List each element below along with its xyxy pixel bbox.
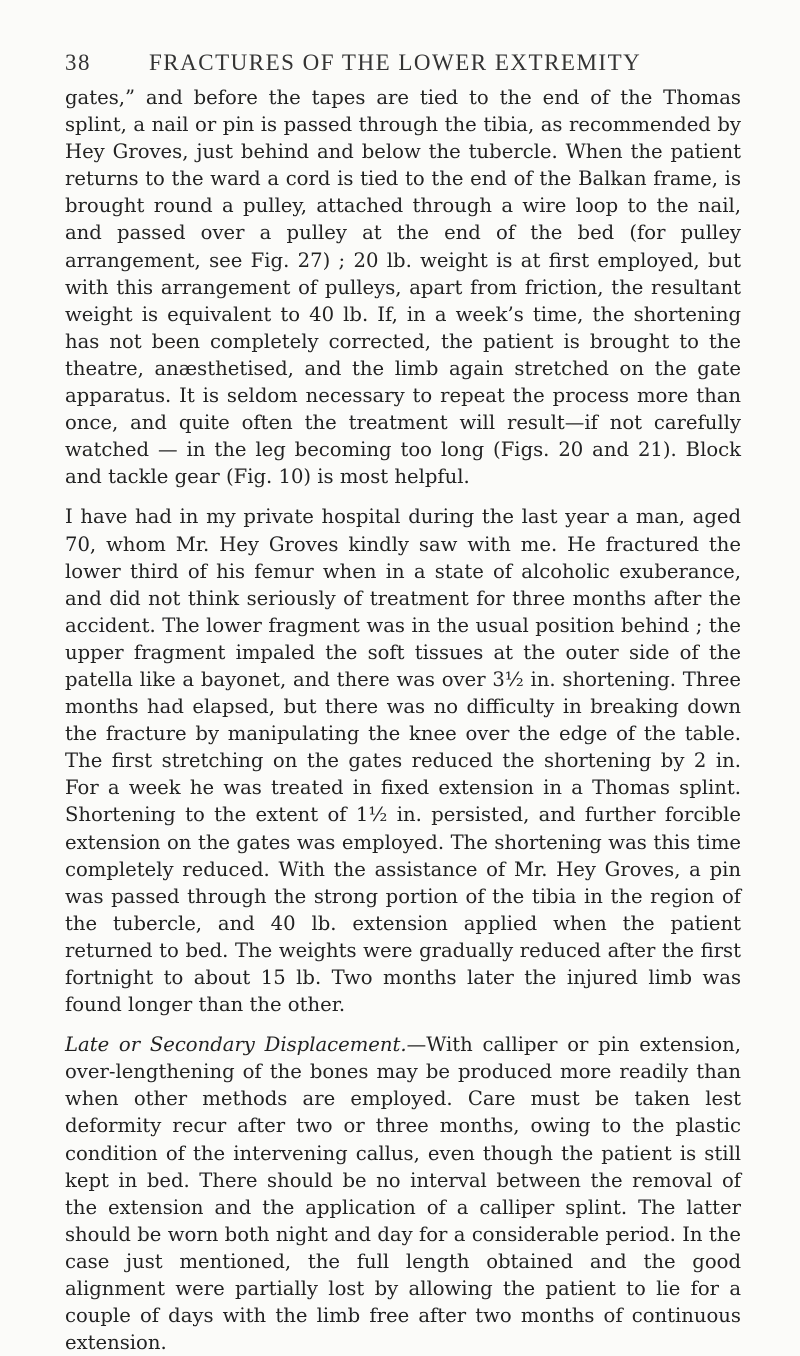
running-title: FRACTURES OF THE LOWER EXTREMITY bbox=[149, 50, 642, 75]
paragraph-late-displacement-text: —With calliper or pin extension, over-lengthening of the bones may be produced more readily than when other methods are employed. Care must be taken lest deformity recur after two or three months, owing to the plastic condition of the intervening callus, even though the patient is still kept in bed. There should be no interval between the removal of the extension and the application of a calliper splint. The latter should be worn both night and day for a considerable period. In the case just mentioned, the full length obtained and the good alignment were partially lost by allowing the patient to lie for a couple of days with the limb free after two months of continuous extension. bbox=[65, 1033, 741, 1355]
paragraph-late-displacement bbox=[65, 1031, 741, 1356]
paragraph-case-report-text: I have had in my private hospital during the last year a man, aged 70, whom Mr. Hey Groves kindly saw with me. He fractured the lower third of his femur when in a state of alcoholic exuberance, and did not think seriously of treatment for three months after the accident. The lower fragment was in the usual position behind ; the upper fragment impaled the soft tissues at the outer side of the patella like a bayonet, and there was over 3½ in. shortening. Three months had elapsed, but there was no difficulty in breaking down the fracture by manipulating the knee over the edge of the table. The first stretching on the gates reduced the shortening by 2 in. For a week he was treated in fixed extension in a Thomas splint. Shortening to the extent of 1½ in. persisted, and further forcible extension on the gates was employed. The shortening was this time completely reduced. With the assistance of Mr. Hey Groves, a pin was passed through the strong portion of the tibia in the region of the tubercle, and 40 lb. extension applied when the patient returned to bed. The weights were gradually reduced after the first fortnight to about 15 lb. Two months later the injured limb was found longer than the other. bbox=[65, 505, 741, 1017]
paragraph-case-report bbox=[65, 503, 741, 1018]
page-header bbox=[65, 50, 745, 80]
paragraph-continuation: gates,” and before the tapes are tied to the end of the Thomas splint, a nail or pin is passed through the tibia, as recommended by Hey Groves, just behind and below the tubercle. When the patient returns to the ward a cord is tied to the end of the Balkan frame, is brought round a pulley, attached through a wire loop to the nail, and passed over a pulley at the end of the bed (for pulley arrangement, see Fig. 27) ; 20 lb. weight is at first employed, but with this arrangement of pulleys, apart from friction, the resultant weight is equivalent to 40 lb. If, in a week’s time, the shortening has not been completely corrected, the patient is brought to the theatre, anæsthetised, and the limb again stretched on the gate apparatus. It is seldom necessary to repeat the process more than once, and quite often the treatment will result—if not carefully watched — in the leg becoming too long (Figs. 20 and 21). Block and tackle gear (Fig. 10) is most helpful. bbox=[65, 86, 741, 489]
page-number: 38 bbox=[65, 50, 91, 75]
body-text bbox=[65, 84, 741, 1356]
section-heading: Late or Secondary Displacement. bbox=[65, 1033, 407, 1057]
